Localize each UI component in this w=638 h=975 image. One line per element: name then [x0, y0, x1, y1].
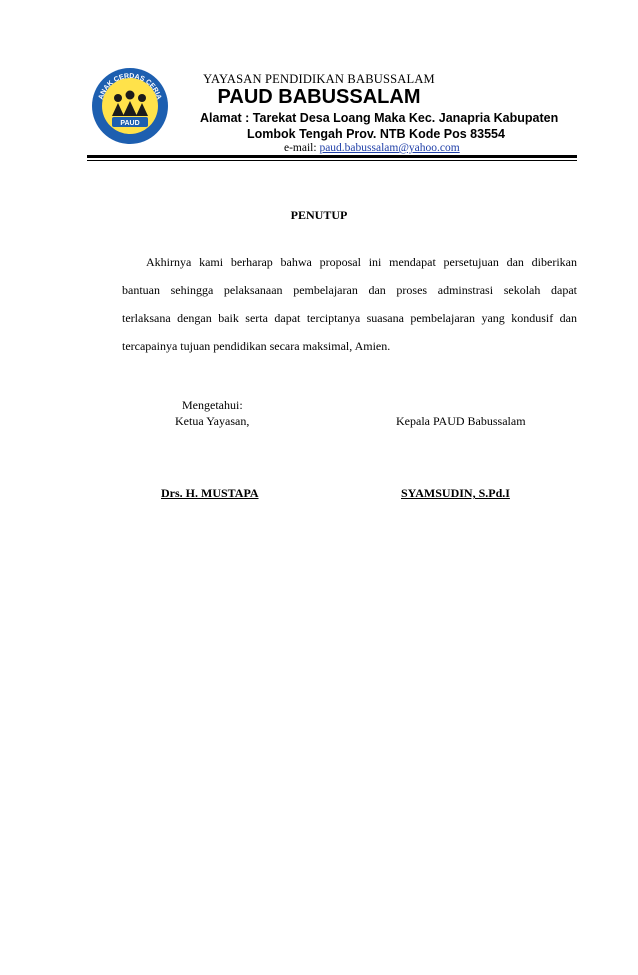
right-signatory-role: Kepala PAUD Babussalam — [396, 414, 526, 428]
email-row — [284, 142, 460, 154]
closing-paragraph — [122, 250, 577, 358]
school-name: PAUD BABUSSALAM — [217, 86, 421, 108]
paragraph-line: terlaksana dengan baik serta dapat terciptanya suasana pembelajaran yang kondusif dan — [122, 311, 577, 325]
foundation-name: YAYASAN PENDIDIKAN BABUSSALAM — [203, 72, 435, 86]
letterhead-divider-thin — [87, 160, 577, 161]
email-link[interactable]: paud.babussalam@yahoo.com — [319, 142, 460, 154]
right-signatory-name: SYAMSUDIN, S.Pd.I — [401, 486, 510, 500]
logo-arc-text: ANAK CERDAS CERIA — [97, 72, 163, 101]
address-line-2: Lombok Tengah Prov. NTB Kode Pos 83554 — [247, 127, 505, 141]
paragraph-line: tercapainya tujuan pendidikan secara maksimal, Amien. — [122, 339, 391, 353]
logo-banner-text: PAUD — [120, 120, 140, 127]
address-line-1: Alamat : Tarekat Desa Loang Maka Kec. Janapria Kabupaten — [200, 111, 559, 125]
paragraph-line: bantuan sehingga pelaksanaan pembelajaran dan proses adminstrasi sekolah dapat — [122, 283, 577, 297]
section-heading: PENUTUP — [290, 208, 348, 222]
left-signatory-role: Ketua Yayasan, — [175, 414, 250, 428]
email-label: e-mail: — [284, 142, 317, 154]
left-signatory-name: Drs. H. MUSTAPA — [161, 486, 259, 500]
acknowledged-label: Mengetahui: — [182, 398, 243, 412]
paragraph-line: Akhirnya kami berharap bahwa proposal ini mendapat persetujuan dan diberikan — [146, 255, 577, 269]
letterhead-divider-thick — [87, 155, 577, 158]
